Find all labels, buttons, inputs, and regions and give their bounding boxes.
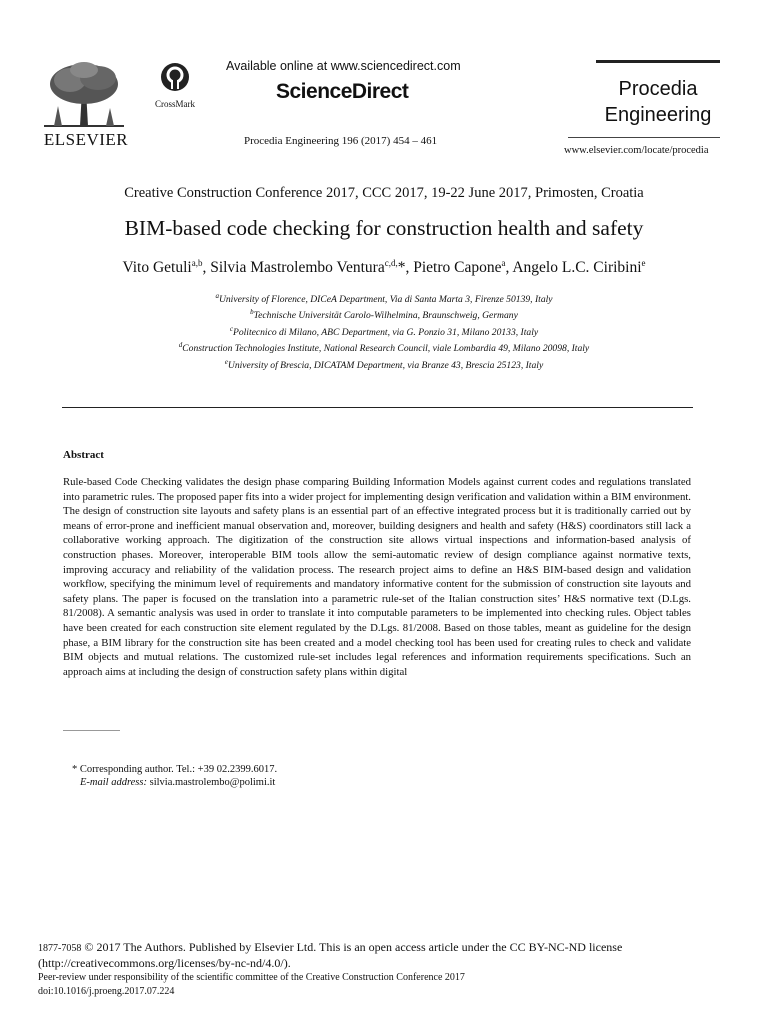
crossmark-icon [160, 62, 190, 92]
author-separator: , [202, 259, 211, 277]
affiliation-sup: c [229, 324, 233, 333]
sciencedirect-logo: ScienceDirect [276, 80, 409, 103]
affiliation-item [0, 290, 768, 306]
affiliation-sup: b [250, 308, 254, 317]
email-label: E-mail address: [80, 777, 147, 788]
corresponding-author-note: * Corresponding author. Tel.: +39 02.2399.6017. [72, 764, 278, 775]
copyright-year: © 2017 [84, 940, 121, 954]
journal-title [596, 76, 720, 128]
author-name: Vito Getuli [122, 259, 192, 277]
author-name: Angelo L.C. Ciribini [512, 259, 642, 277]
elsevier-tree-logo [40, 60, 128, 128]
abstract-heading: Abstract [63, 449, 104, 461]
conference-line: Creative Construction Conference 2017, CCC 2017, 19-22 June 2017, Primosten, Croatia [124, 185, 644, 201]
author-affiliation-sup: a,b [191, 258, 203, 268]
email-line [80, 777, 275, 788]
affiliation-text: Construction Technologies Institute, National Research Council, viale Lombardia 49, Milano 20098, Italy [182, 343, 590, 355]
author-list [0, 258, 768, 277]
author-separator: , [405, 259, 414, 277]
procedia-top-rule [596, 60, 720, 63]
journal-url-link[interactable]: www.elsevier.com/locate/procedia [564, 145, 709, 156]
affiliation-item [0, 306, 768, 322]
crossmark-label: CrossMark [155, 99, 195, 109]
affiliation-item [0, 356, 768, 372]
corresponding-star: * [397, 259, 406, 277]
affiliation-sup: a [215, 292, 219, 300]
email-address[interactable]: silvia.mastrolembo@polimi.it [149, 777, 276, 788]
peer-review-statement: Peer-review under responsibility of the scientific committee of the Creative Construction Conference 2017 [38, 971, 465, 983]
author-affiliation-sup: e [641, 258, 646, 268]
available-online-text: Available online at www.sciencedirect.com [226, 59, 461, 73]
copyright-line [38, 940, 728, 956]
affiliation-item [0, 323, 768, 339]
affiliation-text: Politecnico di Milano, ABC Department, via G. Ponzio 31, Milano 20133, Italy [232, 326, 539, 338]
journal-title-line1: Procedia [618, 78, 698, 100]
affiliation-list [0, 290, 768, 372]
publisher-statement: The Authors. Published by Elsevier Ltd. This is an open access article under the CC BY-NC-ND license [120, 940, 623, 954]
section-divider [62, 407, 693, 408]
author-separator: , [505, 259, 513, 277]
affiliation-sup: d [178, 341, 183, 350]
affiliation-item [0, 339, 768, 355]
author-affiliation-sup: c,d, [384, 258, 398, 268]
elsevier-wordmark: ELSEVIER [43, 130, 129, 149]
license-link[interactable]: (http://creativecommons.org/licenses/by-nc-nd/4.0/). [38, 956, 291, 970]
journal-title-line2: Engineering [604, 104, 712, 126]
issn: 1877-7058 [38, 943, 82, 954]
author-name: Pietro Capone [413, 259, 502, 277]
affiliation-text: University of Florence, DICeA Department, Via di Santa Marta 3, Firenze 50139, Italy [218, 294, 553, 306]
journal-reference: Procedia Engineering 196 (2017) 454 – 461 [244, 135, 438, 147]
paper-title: BIM-based code checking for construction health and safety [124, 216, 644, 240]
footnote-rule [63, 730, 120, 731]
affiliation-text: Technische Universität Carolo-Wilhelmina, Braunschweig, Germany [253, 310, 518, 322]
copyright-block [38, 940, 728, 999]
author-affiliation-sup: a [501, 258, 506, 268]
locate-url-rule [568, 137, 720, 138]
affiliation-sup: e [224, 357, 228, 366]
affiliation-text: University of Brescia, DICATAM Department, via Branze 43, Brescia 25123, Italy [227, 359, 544, 371]
crossmark-badge[interactable] [150, 62, 200, 109]
abstract-body: Rule-based Code Checking validates the design phase comparing Building Information Models against current codes and regulations translated into parametric rules. The proposed paper fits into a wider project for implementing design verification and validation within a BIM environment. The design of construction site layouts and safety plans is an essential part of an effective integrated process but it is traditionally carried out by means of error-prone and inefficient manual observation and, moreover, building designers and health and safety (H&S) coordinators still lack a collaborative working approach. The digitization of the construction site allows virtual inspections and information-based analysis of construction phases. Moreover, interoperable BIM tools allow the semi-automatic review of design compliance against normative texts, improving accuracy and reliability of the validation process. The research project aims to define an H&S BIM-based design and validation workflow, specifying the minimum level of requirements and mandatory informative content for the submission of construction site layouts and safety plans. The paper is focused on the translation into a parametric rule-set of the Italian construction sites’ H&S normative text (D.Lgs. 81/2008). A semantic analysis was used in order to translate it into computable parameters to be implemented into checking rules. Object tables have been created for each construction site element regulated by the D.Lgs. 81/2008. Based on those tables, meant as guideline for the design phase, a BIM library for the construction site has been created and a model checking tool has been used for creating rules to check and validate BIM objects and mutual relations. The customized rule-set includes legal references and information requirements specifications. Such an approach aims at including the design of construction safety plans within digital [63, 476, 691, 678]
doi[interactable]: doi:10.1016/j.proeng.2017.07.224 [38, 985, 175, 997]
author-name: Silvia Mastrolembo Ventura [210, 259, 385, 277]
